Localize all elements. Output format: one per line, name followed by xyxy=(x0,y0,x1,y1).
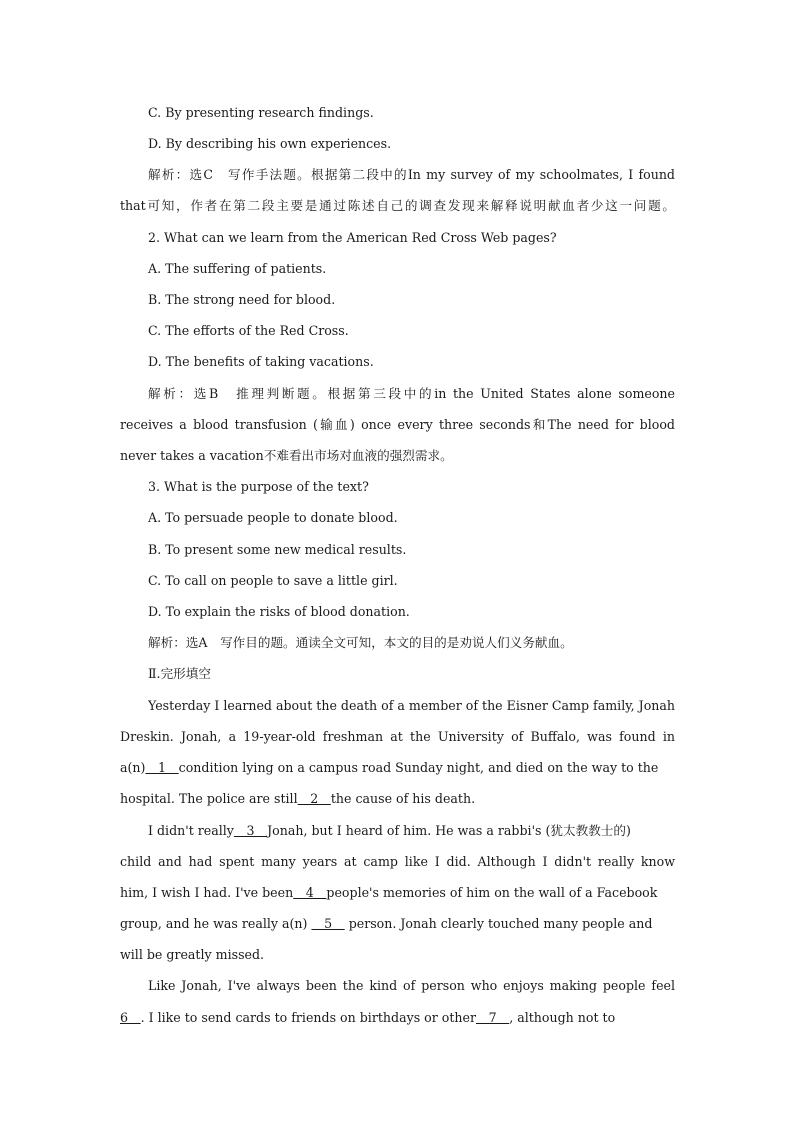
blank-4: 4 xyxy=(293,885,327,900)
option-2c: C. The efforts of the Red Cross. xyxy=(148,323,349,338)
passage-line-2: Dreskin. Jonah, a 19-year-old freshman at the University of Buffalo, was found in xyxy=(120,729,675,744)
option-3a: A. To persuade people to donate blood. xyxy=(148,510,398,525)
answer-2-line-1: 解析：选B 推理判断题。根据第三段中的in the United States alone someone xyxy=(148,386,675,401)
passage-line-3: a(n) 1 condition lying on a campus road Sunday night, and died on the way to the xyxy=(120,760,659,775)
answer-2-line-2: receives a blood transfusion (输血) once every three seconds和The need for blood xyxy=(120,417,675,432)
option-1d: D. By describing his own experiences. xyxy=(148,136,392,151)
blank-7: 7 xyxy=(476,1010,510,1025)
answer-1-line-2: that可知，作者在第二段主要是通过陈述自己的调查发现来解释说明献血者少这一问题。 xyxy=(120,198,675,213)
blank-3: 3 xyxy=(233,823,268,838)
option-3b: B. To present some new medical results. xyxy=(148,542,407,557)
passage-line-5: I didn't really 3 Jonah, but I heard of him. He was a rabbi's (犹太教教士的) xyxy=(148,823,631,838)
question-2: 2. What can we learn from the American Red Cross Web pages? xyxy=(148,230,557,245)
blank-6: 6 xyxy=(120,1010,141,1025)
question-3: 3. What is the purpose of the text? xyxy=(148,479,369,494)
blank-5: 5 xyxy=(311,916,345,931)
answer-1-line-1: 解析：选C 写作手法题。根据第二段中的In my survey of my schoolmates, I found xyxy=(148,167,675,182)
answer-2-line-3: never takes a vacation不难看出市场对血液的强烈需求。 xyxy=(120,448,453,463)
passage-line-11: 6 . I like to send cards to friends on birthdays or other 7 , although not to xyxy=(120,1010,616,1025)
option-2a: A. The suffering of patients. xyxy=(148,261,327,276)
section-heading: Ⅱ.完形填空 xyxy=(148,666,211,681)
passage-line-1: Yesterday I learned about the death of a member of the Eisner Camp family, Jonah xyxy=(148,698,675,713)
option-1c: C. By presenting research findings. xyxy=(148,105,374,120)
option-3c: C. To call on people to save a little girl. xyxy=(148,573,398,588)
blank-2: 2 xyxy=(297,791,331,806)
passage-line-4: hospital. The police are still 2 the cause of his death. xyxy=(120,791,476,806)
passage-line-8: group, and he was really a(n) 5 person. Jonah clearly touched many people and xyxy=(120,916,653,931)
passage-line-9: will be greatly missed. xyxy=(120,947,265,962)
answer-3-line-1: 解析：选A 写作目的题。通读全文可知，本文的目的是劝说人们义务献血。 xyxy=(148,635,573,650)
option-2d: D. The benefits of taking vacations. xyxy=(148,354,374,369)
passage-line-10: Like Jonah, I've always been the kind of person who enjoys making people feel xyxy=(148,978,675,993)
passage-line-7: him, I wish I had. I've been 4 people's memories of him on the wall of a Facebook xyxy=(120,885,658,900)
blank-1: 1 xyxy=(145,760,179,775)
option-2b: B. The strong need for blood. xyxy=(148,292,336,307)
passage-line-6: child and had spent many years at camp like I did. Although I didn't really know xyxy=(120,854,675,869)
option-3d: D. To explain the risks of blood donation. xyxy=(148,604,410,619)
